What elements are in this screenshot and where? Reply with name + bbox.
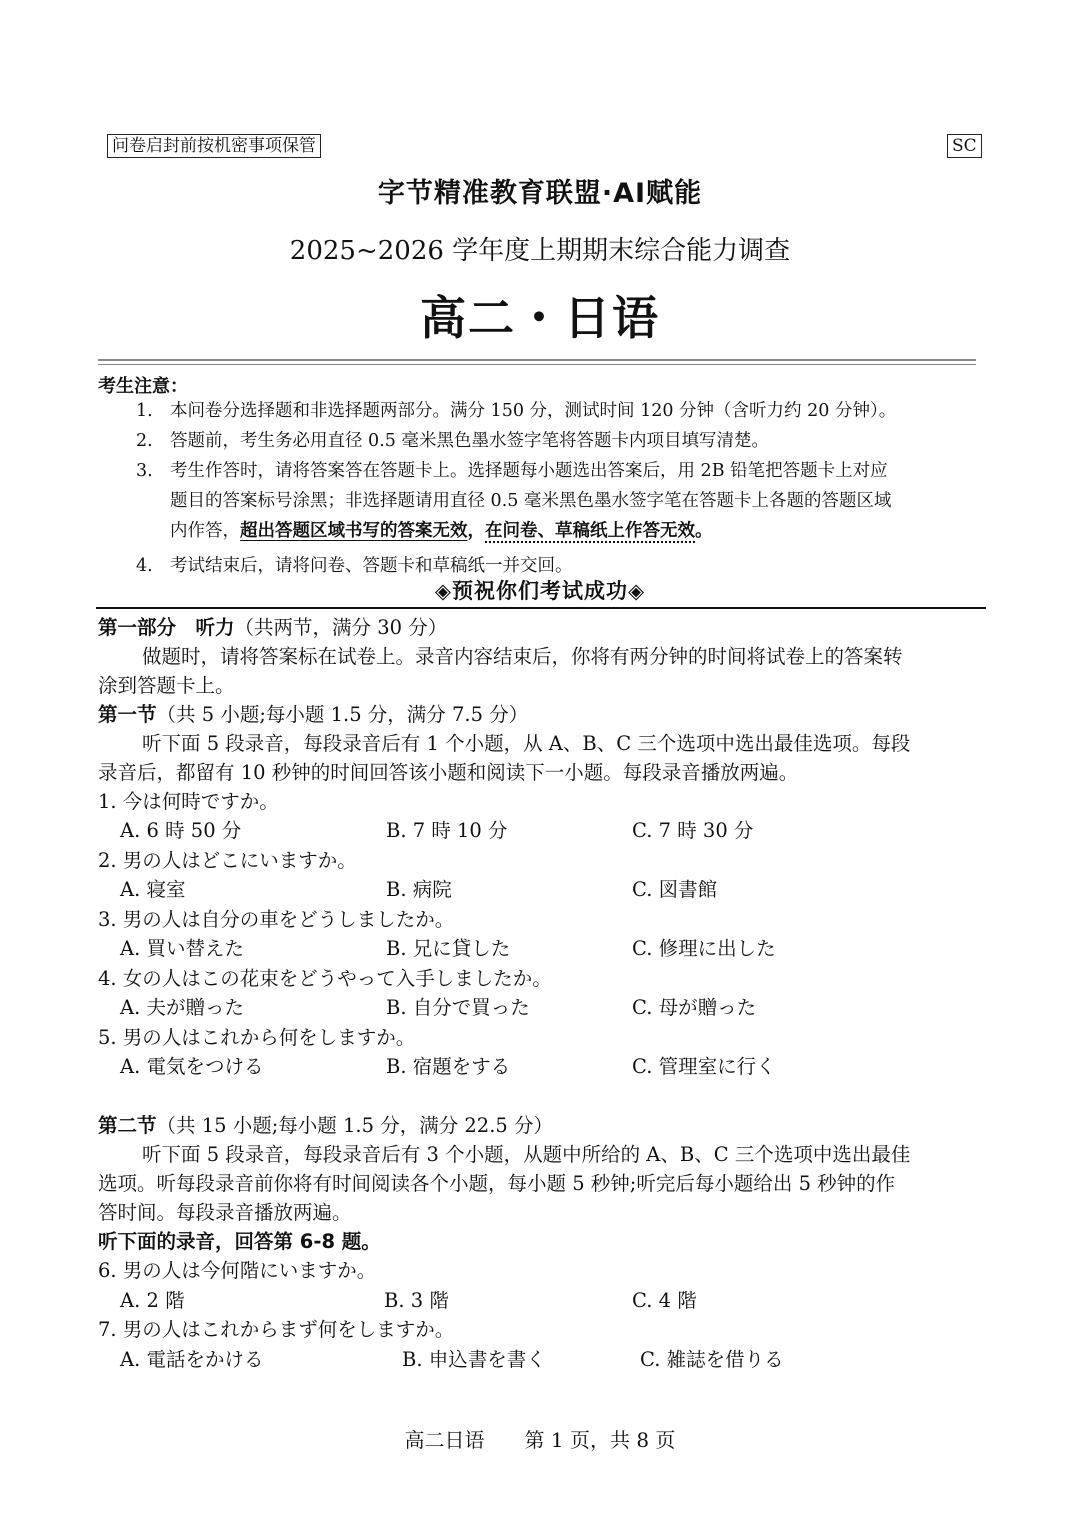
notice-end: 。 — [695, 521, 713, 541]
notice-separator: ， — [467, 521, 485, 541]
option-a: A. 夫が贈った — [120, 996, 244, 1019]
blessing-text: ◈预祝你们考试成功◈ — [434, 579, 646, 603]
notice-item-num: 3. — [136, 461, 153, 481]
notice-text: 内作答， — [170, 521, 240, 541]
exam-organizer-title: 字节精准教育联盟·AI赋能 — [377, 178, 703, 209]
notice-item-text: 本问卷分选择题和非选择题两部分。满分 150 分，测试时间 120 分钟（含听力约 20 分钟）。 — [170, 401, 897, 421]
notice-item-text: 题目的答案标号涂黑；非选择题请用直径 0.5 毫米黑色墨水签字笔在答题卡上各题的答题区域 — [170, 491, 892, 511]
option-b: B. 兄に貸した — [386, 937, 511, 960]
section2-intro: 听下面 5 段录音，每段录音后有 3 个小题，从题中所给的 A、B、C 三个选项中选出最佳 — [142, 1143, 911, 1166]
part1-intro: 涂到答题卡上。 — [98, 674, 235, 697]
question: 4. 女の人はこの花束をどうやって入手しましたか。 — [98, 967, 552, 990]
option-c: C. 母が贈った — [632, 996, 757, 1019]
option-a: A. 電話をかける — [120, 1348, 264, 1371]
section1-title-rest: （共 5 小题;每小题 1.5 分，满分 7.5 分） — [156, 703, 529, 726]
option-c: C. 管理室に行く — [632, 1055, 776, 1078]
section1-intro: 录音后，都留有 10 秒钟的时间回答该小题和阅读下一小题。每段录音播放两遍。 — [98, 761, 799, 784]
section1-intro: 听下面 5 段录音，每段录音后有 1 个小题，从 A、B、C 三个选项中选出最佳选项。每段 — [142, 732, 911, 755]
question: 6. 男の人は今何階にいますか。 — [98, 1259, 377, 1282]
question: 3. 男の人は自分の車をどうしましたか。 — [98, 908, 455, 931]
option-c: C. 修理に出した — [632, 937, 776, 960]
option-c: C. 雑誌を借りる — [640, 1348, 784, 1371]
option-b: B. 申込書を書く — [402, 1348, 546, 1371]
exam-term-title: 2025~2026 学年度上期期末综合能力调查 — [289, 236, 791, 266]
section2-subheading: 听下面的录音，回答第 6-8 题。 — [98, 1230, 381, 1253]
header-divider — [98, 359, 976, 365]
option-a: A. 寝室 — [120, 878, 186, 901]
option-b: B. 自分で買った — [386, 996, 530, 1019]
confidential-label: 问卷启封前按机密事项保管 — [107, 134, 321, 158]
page-footer: 高二日语 第 1 页，共 8 页 — [404, 1428, 676, 1452]
subject-title: 高二・日语 — [420, 291, 660, 345]
part1-title — [98, 613, 447, 642]
option-b: B. 病院 — [386, 878, 452, 901]
notice-item-text: 考试结束后，请将问卷、答题卡和草稿纸一并交回。 — [170, 556, 573, 576]
option-a: A. 6 時 50 分 — [120, 819, 242, 842]
notice-warning-underlined: 超出答题区域书写的答案无效 — [240, 521, 468, 541]
question: 1. 今は何時ですか。 — [98, 790, 279, 813]
option-c: C. 7 時 30 分 — [632, 819, 754, 842]
notice-item-text: 答题前，考生务必用直径 0.5 毫米黑色墨水签字笔将答题卡内项目填写清楚。 — [170, 431, 769, 451]
section-divider — [96, 607, 986, 609]
notice-item-text-emphasis — [170, 516, 713, 546]
notice-item-num: 4. — [136, 556, 153, 576]
question: 5. 男の人はこれから何をしますか。 — [98, 1026, 416, 1049]
question: 7. 男の人はこれからまず何をしますか。 — [98, 1318, 455, 1341]
question: 2. 男の人はどこにいますか。 — [98, 849, 357, 872]
option-b: B. 3 階 — [384, 1289, 449, 1312]
option-b: B. 宿題をする — [386, 1055, 511, 1078]
option-b: B. 7 時 10 分 — [386, 819, 508, 842]
option-c: C. 図書館 — [632, 878, 718, 901]
section1-title-bold: 第一节 — [98, 703, 157, 726]
notice-warning-dotted: 在问卷、草稿纸上作答无效 — [485, 521, 695, 541]
notice-heading: 考生注意： — [98, 376, 188, 397]
part1-title-bold: 第一部分 听力 — [98, 616, 235, 639]
code-label: SC — [947, 134, 982, 158]
section2-title — [98, 1111, 553, 1140]
option-c: C. 4 階 — [632, 1289, 697, 1312]
notice-item-num: 2. — [136, 431, 153, 451]
section2-title-rest: （共 15 小题;每小题 1.5 分，满分 22.5 分） — [156, 1114, 554, 1137]
section2-title-bold: 第二节 — [98, 1114, 157, 1137]
notice-item-num: 1. — [136, 401, 153, 421]
option-a: A. 買い替えた — [120, 937, 244, 960]
option-a: A. 2 階 — [120, 1289, 185, 1312]
section2-intro: 选项。听每段录音前你将有时间阅读各个小题，每小题 5 秒钟;听完后每小题给出 5 秒钟的作 — [98, 1172, 896, 1195]
section1-title — [98, 700, 528, 729]
part1-title-rest: （共两节，满分 30 分） — [234, 616, 448, 639]
option-a: A. 電気をつける — [120, 1055, 264, 1078]
part1-intro: 做题时，请将答案标在试卷上。录音内容结束后，你将有两分钟的时间将试卷上的答案转 — [142, 645, 903, 668]
notice-item-text: 考生作答时，请将答案答在答题卡上。选择题每小题选出答案后，用 2B 铅笔把答题卡上对应 — [170, 461, 888, 481]
section2-intro: 答时间。每段录音播放两遍。 — [98, 1201, 352, 1224]
